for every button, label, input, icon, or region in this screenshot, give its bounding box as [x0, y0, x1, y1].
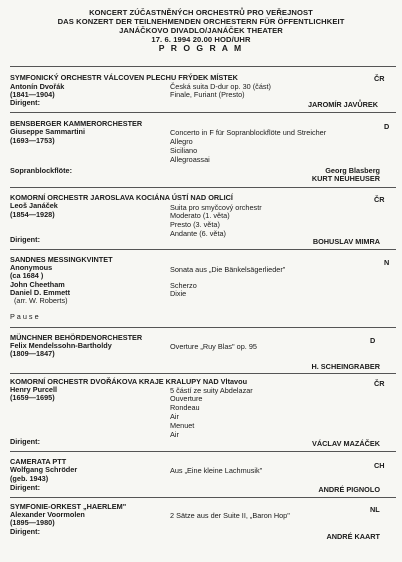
program-title: P R O G R A M — [158, 43, 244, 53]
composer-name: Daniel D. Emmett — [10, 288, 71, 297]
divider — [10, 249, 396, 250]
orchestra-name: KOMORNÍ ORCHESTR DVOŘÁKOVA KRAJE KRALUPY NAD Vltavou — [10, 377, 248, 386]
arranger: (arr. W. Roberts) — [14, 296, 68, 305]
work-title: Concerto in F für Sopranblockflöte und Streicher — [170, 128, 327, 137]
conductor-name: VÁCLAV MAZÁČEK — [312, 439, 380, 448]
work-movement: Air — [170, 430, 179, 439]
composer-name: Wolfgang Schröder — [10, 465, 78, 474]
orchestra-name: KOMORNÍ ORCHESTR JAROSLAVA KOCIÁNA ÚSTÍ NAD ORLICÍ — [10, 193, 233, 202]
work-movement: Menuet — [170, 421, 195, 430]
dirigent-label: Dirigent: — [10, 527, 40, 536]
orchestra-name: BENSBERGER KAMMERORCHESTER — [10, 119, 143, 128]
dirigent-label: Dirigent: — [10, 483, 40, 492]
work-movement: Moderato (1. věta) — [170, 211, 230, 220]
orchestra-name: CAMERATA PTT — [10, 457, 67, 466]
orchestra-name: SANDNES MESSINGKVINTET — [10, 255, 113, 264]
soloist-name: Georg Blasberg — [325, 166, 380, 175]
work-movement: Rondeau — [170, 403, 200, 412]
orchestra-name: SYMFONIE-ORKEST „HAERLEM" — [10, 502, 127, 511]
composer-name: Giuseppe Sammartini — [10, 127, 86, 136]
composer-name: Henry Purcell — [10, 385, 58, 394]
country-code: D — [384, 122, 390, 131]
work-title: Dixie — [170, 289, 187, 298]
divider — [10, 187, 396, 188]
work-movement: Presto (3. věta) — [170, 220, 220, 229]
country-code: ČR — [374, 195, 385, 204]
work-title: 5 částí ze suity Abdelazar — [170, 386, 253, 395]
country-code: ČR — [374, 74, 385, 83]
work-title: Česká suita D-dur op. 30 (část) — [170, 82, 271, 91]
work-movement: Allegro — [170, 137, 193, 146]
dirigent-label: Dirigent: — [10, 98, 40, 107]
composer-dates: (ca 1684 ) — [10, 271, 44, 280]
work-movement: Finale, Furiant (Presto) — [170, 90, 245, 99]
divider — [10, 327, 396, 328]
work-title: Aus „Eine kleine Lachmusik" — [170, 466, 263, 475]
conductor-name: ANDRÉ PIGNOLO — [318, 485, 380, 494]
country-code: N — [384, 258, 390, 267]
dirigent-label: Dirigent: — [10, 437, 40, 446]
work-movement: Allegroassai — [170, 155, 210, 164]
work-movement: Air — [170, 412, 179, 421]
divider — [10, 66, 396, 67]
divider — [10, 497, 396, 498]
conductor-name: KURT NEUHEUSER — [311, 174, 380, 183]
composer-dates: (1659—1695) — [10, 393, 55, 402]
orchestra-name: MÜNCHNER BEHÖRDENORCHESTER — [10, 333, 143, 342]
header-line-1: KONCERT ZÚČASTNĚNÝCH ORCHESTRŮ PRO VEŘEJNOST — [89, 8, 313, 17]
work-title: 2 Sätze aus der Suite II, „Baron Hop" — [170, 511, 290, 520]
composer-dates: (geb. 1943) — [10, 474, 49, 483]
composer-name: Alexander Voormolen — [10, 510, 85, 519]
pause-label: P a u s e — [10, 312, 39, 321]
divider — [10, 112, 396, 113]
composer-name: Felix Mendelssohn-Bartholdy — [10, 341, 112, 350]
divider — [10, 451, 396, 452]
composer-dates: (1854—1928) — [10, 210, 55, 219]
orchestra-name: SYMFONICKÝ ORCHESTR VÁLCOVEN PLECHU FRÝDEK MÍSTEK — [10, 73, 238, 82]
composer-name: Leoš Janáček — [10, 201, 58, 210]
composer-dates: (1693—1753) — [10, 136, 55, 145]
divider — [10, 373, 396, 374]
work-movement: Andante (6. věta) — [170, 229, 226, 238]
conductor-name: JAROMÍR JAVŮREK — [307, 100, 378, 109]
composer-dates: (1841—1904) — [10, 90, 55, 99]
composer-name: Anonymous — [10, 263, 53, 272]
work-title: Overture „Ruy Blas" op. 95 — [170, 342, 257, 351]
conductor-name: H. SCHEINGRABER — [311, 362, 380, 371]
conductor-name: ANDRÉ KAART — [326, 532, 380, 541]
composer-dates: (1895—1980) — [10, 518, 55, 527]
conductor-name: BOHUSLAV MIMRA — [312, 237, 380, 246]
composer-name: John Cheetham — [10, 280, 65, 289]
country-code: CH — [374, 461, 385, 470]
header-date: 17. 6. 1994 20.00 HOD/UHR — [151, 35, 251, 44]
header-line-2: DAS KONZERT DER TEILNEHMENDEN ORCHESTERN FÜR ÖFFENTLICHKEIT — [57, 17, 345, 26]
work-title: Suita pro smyčcový orchestr — [170, 203, 262, 212]
country-code: D — [370, 336, 376, 345]
country-code: ČR — [374, 379, 385, 388]
work-movement: Ouverture — [170, 394, 203, 403]
header-line-3: JANÁČKOVO DIVADLO/JANÁČEK THEATER — [119, 26, 283, 35]
composer-dates: (1809—1847) — [10, 349, 55, 358]
composer-name: Antonín Dvořák — [10, 82, 65, 91]
soloist-label: Sopranblockflöte: — [10, 166, 73, 175]
work-title: Scherzo — [170, 281, 197, 290]
work-movement: Siciliano — [170, 146, 198, 155]
dirigent-label: Dirigent: — [10, 235, 40, 244]
work-title: Sonata aus „Die Bänkelsägerlieder" — [170, 265, 286, 274]
country-code: NL — [370, 505, 380, 514]
